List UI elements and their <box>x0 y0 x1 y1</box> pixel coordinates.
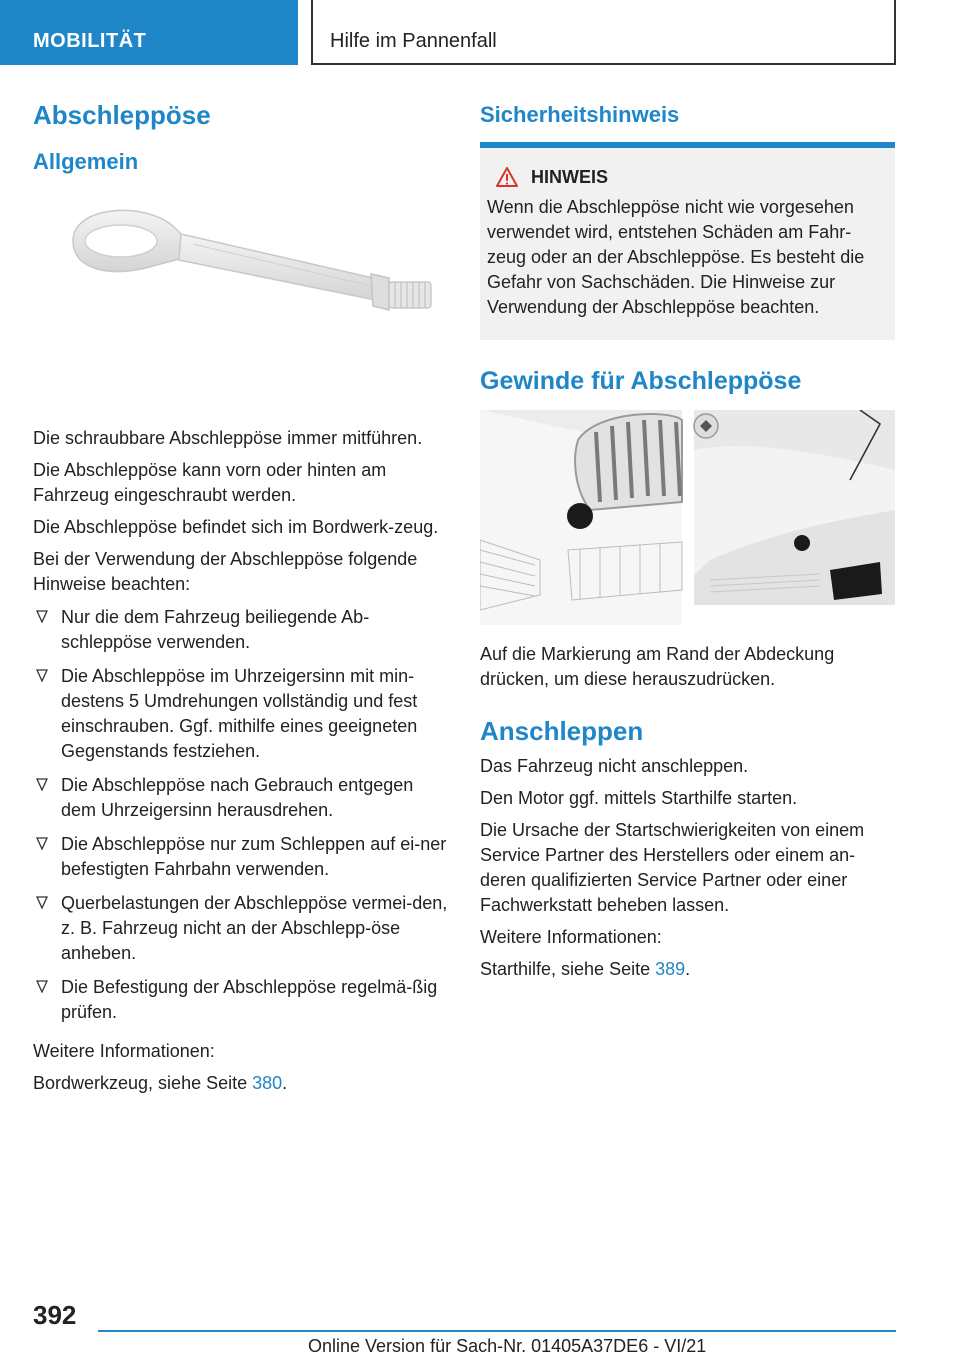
list-item: Die Abschleppöse nach Gebrauch entgegen dem Uhrzeigersinn herausdrehen. <box>33 773 448 823</box>
list-item: Nur die dem Fahrzeug beiliegende Ab‐schleppöse verwenden. <box>33 605 448 655</box>
page-number: 392 <box>33 1300 77 1330</box>
triangle-bullet-icon <box>36 980 48 993</box>
cross-reference: Bordwerkzeug, siehe Seite 380. <box>33 1072 288 1093</box>
footer-divider <box>98 1330 896 1332</box>
safety-heading: Sicherheitshinweis <box>480 102 680 127</box>
chapter-label: Hilfe im Pannenfall <box>330 30 497 52</box>
notice-label: HINWEIS <box>531 166 609 187</box>
list-item: Die Abschleppöse im Uhrzeigersinn mit min‐destens 5 Umdrehungen vollständig und fest einschrauben. Ggf. mithilfe eines geeigneten Gegenstands festziehen. <box>33 664 448 764</box>
list-item: Querbelastungen der Abschleppöse vermei‐den, z. B. Fahrzeug nicht an der Abschlepp‐öse anheben. <box>33 891 448 966</box>
thread-instruction: Auf die Markierung am Rand der Abdeckung drücken, um diese herauszudrücken. <box>480 644 835 690</box>
paragraph: Bei der Verwendung der Abschleppöse folgende Hinweise beachten: <box>33 548 418 594</box>
vehicle-front-illustration <box>480 410 895 628</box>
triangle-bullet-icon <box>36 610 48 623</box>
triangle-bullet-icon <box>36 778 48 791</box>
tow-hook-illustration <box>33 186 448 386</box>
online-version-note: Online Version für Sach-Nr. 01405A37DE6 - VI/21 <box>308 1336 707 1356</box>
more-info-label: Weitere Informationen: <box>480 926 662 947</box>
triangle-bullet-icon <box>36 669 48 682</box>
section-label: MOBILITÄT <box>33 30 147 52</box>
instruction-list <box>33 605 448 1025</box>
cross-reference: Starthilfe, siehe Seite 389. <box>480 958 691 979</box>
page-link-380[interactable]: 380 <box>252 1072 283 1093</box>
notice-text: Wenn die Abschleppöse nicht wie vorgesehen verwendet wird, entstehen Schäden am Fahr‐zeug oder an der Abschleppöse. Es besteht die Gefahr von Sachschäden. Die Hinweise zur Verwendung der Abschleppöse beachten. <box>487 197 865 318</box>
tow-start-heading: Anschleppen <box>480 716 644 747</box>
paragraph: Den Motor ggf. mittels Starthilfe starten. <box>480 787 798 808</box>
page-link-389[interactable]: 389 <box>655 958 686 979</box>
list-item: Die Befestigung der Abschleppöse regelmä‐ßig prüfen. <box>33 975 448 1025</box>
paragraph: Das Fahrzeug nicht anschleppen. <box>480 755 749 776</box>
subtitle-general: Allgemein <box>33 149 139 175</box>
notice-box <box>480 142 895 340</box>
warning-triangle-icon <box>495 166 519 188</box>
thread-heading: Gewinde für Abschleppöse <box>480 367 802 396</box>
list-item: Die Abschleppöse nur zum Schleppen auf ei‐ner befestigten Fahrbahn verwenden. <box>33 832 448 882</box>
paragraph: Die Abschleppöse kann vorn oder hinten am Fahrzeug eingeschraubt werden. <box>33 459 387 505</box>
paragraph: Die Ursache der Startschwierigkeiten von einem Service Partner des Herstellers oder einem an‐deren qualifizierten Service Partner oder einer Fachwerkstatt beheben lassen. <box>480 819 865 915</box>
left-column <box>33 100 448 1096</box>
more-info-label: Weitere Informationen: <box>33 1040 215 1061</box>
chapter-header <box>311 0 896 65</box>
page-title: Abschleppöse <box>33 100 211 130</box>
paragraph: Die Abschleppöse befindet sich im Bordwerk‐zeug. <box>33 516 439 537</box>
triangle-bullet-icon <box>36 837 48 850</box>
section-tab <box>0 0 298 65</box>
right-column <box>480 100 895 982</box>
paragraph: Die schraubbare Abschleppöse immer mitführen. <box>33 427 423 448</box>
triangle-bullet-icon <box>36 896 48 909</box>
